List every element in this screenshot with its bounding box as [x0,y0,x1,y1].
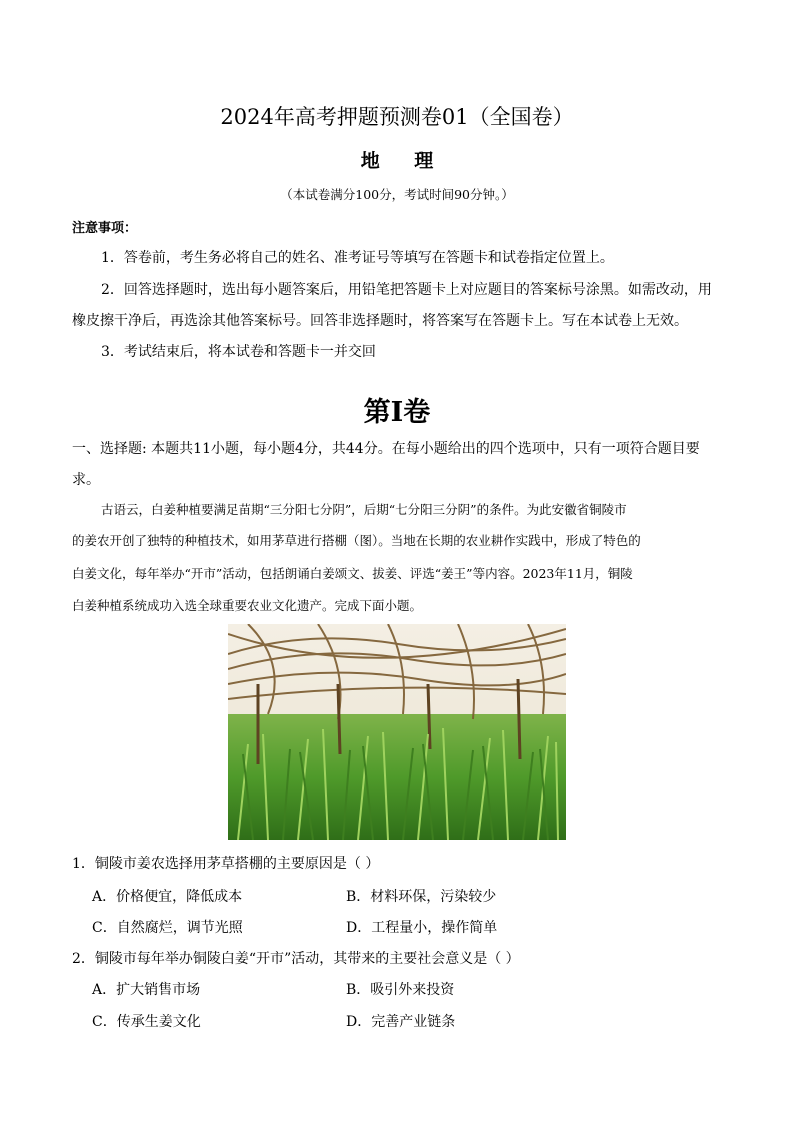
ginger-shed-photo [228,624,566,840]
notice-item-1: 1．答卷前，考生务必将自己的姓名、准考证号等填写在答题卡和试卷指定位置上。 [101,250,614,266]
question-1-option-d[interactable]: D．工程量小，操作简单 [346,920,498,936]
passage-line-3: 白姜文化，每年举办“开市”活动，包括朗诵白姜颂文、拔姜、评选“姜王”等内容。2023年11月，铜陵 [72,566,633,581]
passage-line-2: 的姜农开创了独特的种植技术，如用茅草进行搭棚（图）。当地在长期的农业耕作实践中，形成了特色的 [72,533,641,548]
exam-title: 2024年高考押题预测卷01（全国卷） [220,105,574,129]
question-1-option-b[interactable]: B．材料环保，污染较少 [346,889,497,905]
notice-item-2-line-1: 2．回答选择题时，选出每小题答案后，用铅笔把答题卡上对应题目的答案标号涂黑。如需改动，用 [101,282,712,298]
notice-item-2-line-2: 橡皮擦干净后，再选涂其他答案标号。回答非选择题时，将答案写在答题卡上。写在本试卷上无效。 [72,313,688,329]
question-2-option-d[interactable]: D．完善产业链条 [346,1014,456,1030]
section-title: 第I卷 [363,397,431,428]
exam-meta: （本试卷满分100分，考试时间90分钟。） [280,187,514,202]
notice-item-3: 3．考试结束后，将本试卷和答题卡一并交回 [101,344,376,360]
question-2-option-c[interactable]: C．传承生姜文化 [92,1014,201,1030]
passage-line-4: 白姜种植系统成功入选全球重要农业文化遗产。完成下面小题。 [72,598,423,613]
subject-title: 地 理 [360,150,448,172]
question-2-option-b[interactable]: B．吸引外来投资 [346,982,455,998]
question-1-option-c[interactable]: C．自然腐烂，调节光照 [92,920,243,936]
section-intro-line-1: 一、选择题: 本题共11小题，每小题4分，共44分。在每小题给出的四个选项中，只有一项符合题目要 [72,441,700,457]
passage-line-1: 古语云，白姜种植要满足苗期“三分阳七分阴”，后期“七分阳三分阴”的条件。为此安徽省铜陵市 [101,502,627,517]
question-1-option-a[interactable]: A．价格便宜，降低成本 [92,889,243,905]
question-1-stem: 1．铜陵市姜农选择用茅草搭棚的主要原因是（ ） [72,856,380,872]
notice-heading: 注意事项： [72,221,138,236]
question-2-option-a[interactable]: A．扩大销售市场 [92,982,201,998]
question-2-stem: 2．铜陵市每年举办铜陵白姜“开市”活动，其带来的主要社会意义是（ ） [72,951,520,967]
section-intro-line-2: 求。 [72,472,100,488]
